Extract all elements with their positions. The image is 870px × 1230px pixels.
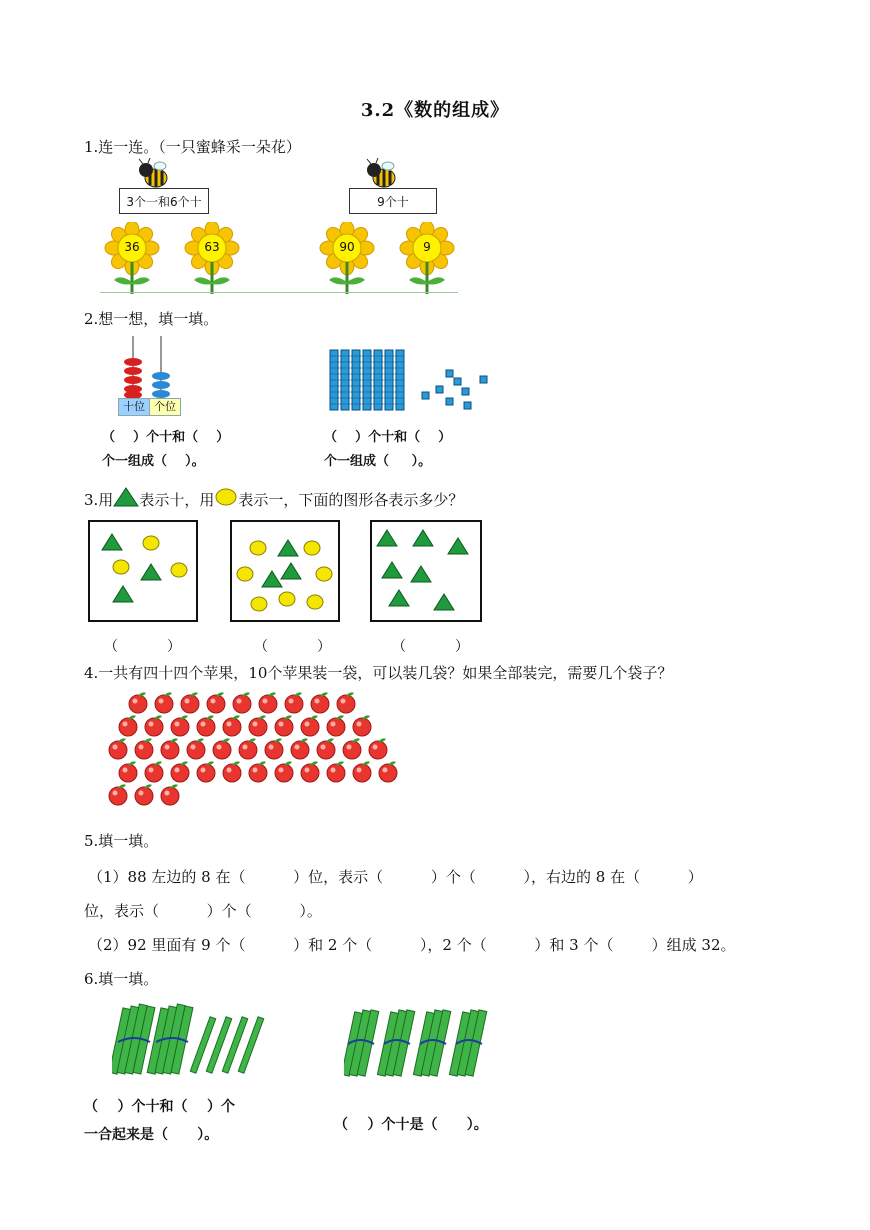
q2-prompt: 2.想一想，填一填。 (84, 310, 219, 328)
apple-icon (213, 738, 231, 759)
shape-box (230, 520, 340, 622)
apple-icon (181, 692, 199, 713)
q5-line1: （1）88 左边的 8 在（ ）位，表示（ ）个（ ），右边的 8 在（ ） (88, 868, 703, 886)
bee-label: 3个一和6个十 (119, 188, 209, 214)
bee-icon (362, 158, 402, 190)
q2-left-line1: （ ）个十和（ ） (102, 430, 230, 445)
q2-right-line2: 个一组成（ ）。 (324, 454, 432, 469)
apple-icon (129, 692, 147, 713)
flower-number: 9 (423, 240, 431, 254)
apple-icon (285, 692, 303, 713)
shape-box (370, 520, 482, 622)
apple-icon (197, 761, 215, 782)
shapes (90, 522, 196, 620)
apple-icon (291, 738, 309, 759)
apple-icon (369, 738, 387, 759)
sunflower-icon (315, 222, 379, 294)
apple-icon (327, 761, 345, 782)
flower[interactable] (315, 222, 379, 294)
apple-icon (145, 715, 163, 736)
apple-icon (119, 715, 137, 736)
apple-icon (337, 692, 355, 713)
sunflower-icon (180, 222, 244, 294)
apple-icon (239, 738, 257, 759)
apple-icon (301, 715, 319, 736)
circle-icon (214, 487, 238, 507)
q3-answer[interactable]: （ ） (392, 639, 469, 655)
q4-prompt: 4.一共有四十四个苹果，10个苹果装一袋，可以装几袋？如果全部装完，需要几个袋子？ (84, 664, 673, 682)
bee-icon (134, 158, 174, 190)
apple-icon (259, 692, 277, 713)
apple-icon (353, 761, 371, 782)
sticks-bundles-left (112, 1002, 272, 1080)
apple-icon (311, 692, 329, 713)
apple-icon (161, 738, 179, 759)
apple-icon (109, 784, 127, 805)
apple-icon (343, 738, 361, 759)
q6-prompt: 6.填一填。 (84, 970, 159, 988)
apple-icon (275, 715, 293, 736)
q2-right-line1: （ ）个十和（ ） (324, 430, 452, 445)
base-ten-blocks (328, 348, 492, 414)
apple-icon (249, 715, 267, 736)
apple-icon (249, 761, 267, 782)
q1-prompt: 1.连一连。（一只蜜蜂采一朵花） (84, 138, 301, 156)
apple-icon (119, 761, 137, 782)
q3-answer[interactable]: （ ） (254, 639, 331, 655)
flower-number: 90 (339, 240, 355, 254)
apple-icon (379, 761, 397, 782)
apple-icon (135, 784, 153, 805)
apple-icon (223, 715, 241, 736)
q3-prompt-part: 表示十，用 (139, 491, 215, 509)
tens-place-label: 十位 (118, 398, 150, 416)
q5-line3: （2）92 里面有 9 个（ ）和 2 个（ ），2 个（ ）和 3 个（ ）组成 32。 (88, 936, 736, 954)
sunflower-icon (395, 222, 459, 294)
apple-icon (233, 692, 251, 713)
apple-icon (275, 761, 293, 782)
q3-prompt-part: 表示一，下面的图形各表示多少？ (238, 491, 464, 509)
page-title: 3.2《数的组成》 (360, 100, 510, 121)
apple-icon (207, 692, 225, 713)
apple-icon (317, 738, 335, 759)
shapes (232, 522, 338, 620)
apple-icon (171, 715, 189, 736)
apple-icon (301, 761, 319, 782)
apple-icon (223, 761, 241, 782)
q5-line2: 位，表示（ ）个（ ）。 (84, 902, 322, 920)
q6-left-line2: 一合起来是（ ）。 (84, 1127, 219, 1143)
apple-icon (135, 738, 153, 759)
ground-line (100, 292, 458, 293)
apple-icon (161, 784, 179, 805)
apples-group (104, 690, 414, 812)
flower[interactable] (395, 222, 459, 294)
q3-prompt (84, 487, 463, 510)
q6-right-line: （ ）个十是（ ）。 (334, 1117, 488, 1133)
apple-icon (327, 715, 345, 736)
triangle-icon (113, 487, 139, 507)
sticks-bundles-right (344, 1006, 500, 1082)
q6-left-line1: （ ）个十和（ ）个 (84, 1099, 235, 1115)
q3-prompt-part: 3.用 (84, 491, 114, 509)
flower-number: 63 (204, 240, 220, 254)
apple-icon (197, 715, 215, 736)
q5-prompt: 5.填一填。 (84, 832, 159, 850)
apple-icon (109, 738, 127, 759)
apple-icon (155, 692, 173, 713)
shape-box (88, 520, 198, 622)
apple-icon (265, 738, 283, 759)
ones-place-label: 个位 (149, 398, 181, 416)
apple-icon (145, 761, 163, 782)
flower[interactable] (180, 222, 244, 294)
sunflower-icon (100, 222, 164, 294)
q2-left-line2: 个一组成（ ）。 (102, 454, 205, 469)
flower-number: 36 (124, 240, 140, 254)
apple-icon (353, 715, 371, 736)
shapes (372, 522, 480, 620)
flower[interactable] (100, 222, 164, 294)
apple-icon (187, 738, 205, 759)
apple-icon (171, 761, 189, 782)
q3-answer[interactable]: （ ） (104, 639, 181, 655)
bee-label: 9个十 (349, 188, 437, 214)
